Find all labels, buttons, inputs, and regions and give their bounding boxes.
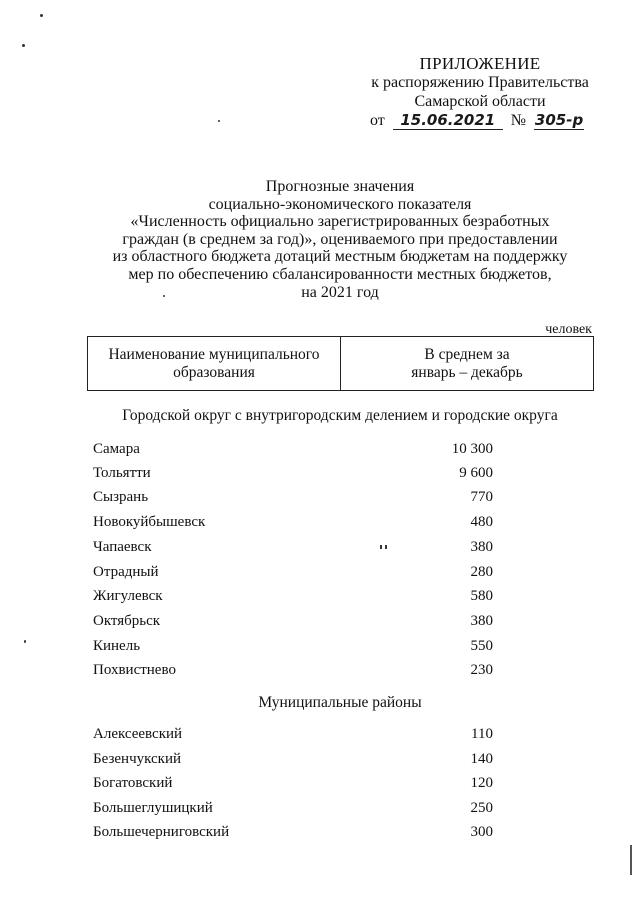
row-value: 10 300 <box>451 441 493 457</box>
row-name: Отрадный <box>93 564 159 580</box>
document-heading <box>80 178 600 301</box>
row-value: 280 <box>470 564 493 580</box>
row-value: 580 <box>470 588 493 604</box>
table-row <box>93 824 493 844</box>
scan-speck <box>163 295 165 297</box>
scan-speck <box>380 545 382 549</box>
row-name: Большеглушицкий <box>93 800 213 816</box>
scan-speck <box>385 545 387 549</box>
from-label: от <box>370 112 385 129</box>
row-name: Алексеевский <box>93 726 183 742</box>
table-row <box>93 751 493 771</box>
row-value: 770 <box>470 489 493 505</box>
row-name: Большечерниговский <box>93 824 230 840</box>
scan-speck <box>22 44 25 47</box>
column-header-name-line-1: Наименование муниципального <box>108 345 320 363</box>
unit-label: человек <box>545 322 592 337</box>
table-row <box>93 800 493 820</box>
scan-speck <box>40 14 43 17</box>
column-header-name-line-2: образования <box>173 363 255 381</box>
row-value: 550 <box>470 638 493 654</box>
table-row <box>93 441 493 461</box>
appendix-line-2: Самарской области <box>414 93 546 110</box>
column-header-average <box>341 337 594 391</box>
section-title-municipal-districts: Муниципальные районы <box>258 694 422 711</box>
row-name: Октябрьск <box>93 613 161 629</box>
row-value: 250 <box>470 800 493 816</box>
section-title-city-districts: Городской округ с внутригородским делением и городские округа <box>122 407 558 424</box>
table-row <box>93 489 493 509</box>
order-date-number-line <box>370 111 584 130</box>
row-name: Тольятти <box>93 465 151 481</box>
scan-speck <box>218 120 220 122</box>
table-row <box>93 638 493 658</box>
row-value: 120 <box>470 775 493 791</box>
row-value: 140 <box>470 751 493 767</box>
column-header-average-line-1: В среднем за <box>424 345 510 363</box>
scan-edge-mark <box>630 845 632 875</box>
row-name: Безенчукский <box>93 751 182 767</box>
heading-line-5: из областного бюджета дотаций местным бюджетам на поддержку <box>112 248 568 266</box>
row-name: Сызрань <box>93 489 149 505</box>
column-header-name <box>88 337 341 391</box>
heading-line-4: граждан (в среднем за год)», оцениваемого при предоставлении <box>122 230 558 248</box>
scan-speck <box>24 640 26 643</box>
row-value: 300 <box>470 824 493 840</box>
number-label: № <box>510 112 527 129</box>
heading-line-1: Прогнозные значения <box>265 178 415 195</box>
row-value: 480 <box>470 514 493 530</box>
row-name: Жигулевск <box>93 588 163 604</box>
row-value: 110 <box>471 726 493 742</box>
heading-line-2: социально-экономического показателя <box>208 195 472 213</box>
heading-line-6: мер по обеспечению сбалансированности местных бюджетов, <box>128 265 552 283</box>
table-row <box>93 726 493 746</box>
table-row <box>93 514 493 534</box>
table-row <box>93 465 493 485</box>
appendix-line-1: к распоряжению Правительства <box>371 74 589 91</box>
row-name: Чапаевск <box>93 539 152 555</box>
row-value: 380 <box>470 539 493 555</box>
appendix-title: ПРИЛОЖЕНИЕ <box>419 54 541 73</box>
row-name: Самара <box>93 441 140 457</box>
table-row <box>93 564 493 584</box>
row-value: 230 <box>470 662 493 678</box>
order-number: 305-р <box>534 111 584 129</box>
row-value: 9 600 <box>459 465 493 481</box>
appendix-block <box>360 54 600 111</box>
row-name: Новокуйбышевск <box>93 514 206 530</box>
table-row <box>93 662 493 682</box>
row-name: Богатовский <box>93 775 173 791</box>
table-row <box>93 539 493 559</box>
column-header-average-line-2: январь – декабрь <box>411 363 523 381</box>
table-row <box>93 588 493 608</box>
order-date: 15.06.2021 <box>393 111 503 130</box>
row-name: Кинель <box>93 638 141 654</box>
table-header <box>87 336 594 391</box>
table-row <box>93 775 493 795</box>
heading-line-3: «Численность официально зарегистрированных безработных <box>130 213 550 231</box>
heading-line-7: на 2021 год <box>301 283 379 301</box>
row-name: Похвистнево <box>93 662 176 678</box>
row-value: 380 <box>470 613 493 629</box>
table-row <box>93 613 493 633</box>
